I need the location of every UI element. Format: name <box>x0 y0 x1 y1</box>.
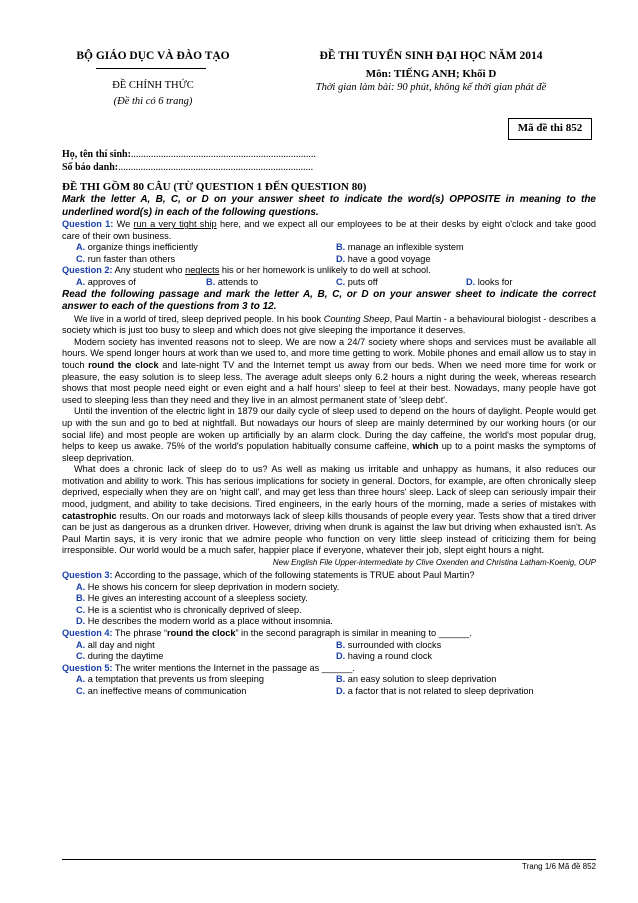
instruction-reading: Read the following passage and mark the letter A, B, C, or D on your answer sheet to indicate the correct answer to each of the questions from 3 to 12. <box>62 288 596 313</box>
question-text: here, and we expect all our employees to be at their desks by eight o'clock and take good care of their own business. <box>62 219 596 241</box>
exam-code-box: Mã đề thi 852 <box>508 118 592 140</box>
bold-word: catastrophic <box>62 510 117 521</box>
question-text: We <box>113 219 134 229</box>
question-1-options <box>62 242 596 265</box>
passage-paragraph-2: Modern society has invented reasons not to sleep. We are now a 24/7 society where shops and services must be available all hours. We spend longer hours at work than we used to, and more time getting to work. Mobile phones and email allow us to stay in touch round the clock and late-night TV and the Internet tempt us away from our beds. When we need more time for work or pleasure, the easy solution is to sleep less. The average adult sleeps only 6.2 hours a night during the week, whereas research shows that most people need eight or even eight and a half hours' sleep to feel at their best. Nowadays, many people have got used to sleeping less than they need and they live in an almost permanent state of 'sleep debt'. <box>62 336 597 405</box>
passage-paragraph-4: What does a chronic lack of sleep do to us? As well as making us irritable and unhappy as humans, it also reduces our motivation and ability to work. This has serious implications for society in general. Doctors, for example, are often chronically sleep deprived, especially when they are on 'night call', and may get less than three hours' sleep. Lack of sleep can seriously impair their mood, judgment, and ability to take decisions. Tired engineers, in the early hours of the morning, made a series of mistakes with catastrophic results. On our roads and motorways lack of sleep kills thousands of people every year. Tests show that a tired driver can be just as dangerous as a drunken driver. However, driving when drunk is against the law but driving when exhausted isn't. As Paul Martin says, it is very ironic that we admire people who function on very little sleep instead of criticizing them for being irresponsible. Our world would be a much safer, happier place if everyone, whatever their job, slept eight hours a night. <box>62 464 596 556</box>
question-4-options <box>62 640 596 663</box>
page-number: Trang 1/6 Mã đề 852 <box>522 862 596 871</box>
question-text: According to the passage, which of the following statements is TRUE about Paul Martin? <box>112 570 475 581</box>
option-c: C. puts off <box>336 276 378 287</box>
question-text: The phrase “ <box>112 628 168 638</box>
question-3-options <box>62 582 596 628</box>
exam-duration: Thời gian làm bài: 90 phút, không kể thời gian phát đề <box>315 82 547 93</box>
underlined-word: neglects <box>185 265 220 276</box>
official-label: ĐỀ CHÍNH THỨC <box>112 80 194 91</box>
option-a: A. a temptation that prevents us from sleeping <box>76 674 264 685</box>
question-text: Any student who <box>112 265 186 276</box>
option-d: D. He describes the modern world as a place without insomnia. <box>76 616 333 627</box>
option-c: C. an ineffective means of communication <box>76 685 247 696</box>
candidate-id-dots: .............................................................................. <box>118 162 314 173</box>
question-5 <box>62 663 596 675</box>
page-footer <box>62 859 596 871</box>
question-number: Question 3: <box>62 570 113 581</box>
option-c: C. during the daytime <box>76 651 164 662</box>
question-number: Question 2: <box>62 265 113 276</box>
page-count-note: (Đề thi có 6 trang) <box>113 96 193 107</box>
option-a: A. organize things inefficiently <box>76 242 198 253</box>
exam-title: ĐỀ THI TUYỂN SINH ĐẠI HỌC NĂM 2014 <box>319 50 543 62</box>
candidate-name-field <box>62 148 596 161</box>
exam-header <box>62 44 596 148</box>
option-d: D. a factor that is not related to sleep deprivation <box>336 685 534 696</box>
question-number: Question 5: <box>62 662 113 673</box>
candidate-name-label: Họ, tên thí sinh: <box>62 149 131 160</box>
question-text: ” in the second paragraph is similar in meaning to ______. <box>235 628 472 638</box>
candidate-name-dots: .......................................................................... <box>130 149 316 160</box>
option-b: B. He gives an interesting account of a sleepless society. <box>76 593 308 604</box>
option-a: A. approves of <box>76 276 136 287</box>
section-title: ĐỀ THI GỒM 80 CÂU (TỪ QUESTION 1 ĐẾN QUESTION 80) <box>62 181 367 193</box>
exam-page <box>62 44 596 698</box>
candidate-id-field <box>62 161 596 174</box>
question-3 <box>62 570 596 582</box>
bold-word: which <box>412 441 439 452</box>
option-b: B. attends to <box>206 276 259 287</box>
exam-subject: Môn: TIẾNG ANH; Khối D <box>365 68 497 80</box>
question-5-options <box>62 674 596 697</box>
source-book: New English File Upper-intermediate <box>272 558 403 568</box>
option-b: B. surrounded with clocks <box>336 639 442 650</box>
option-b: B. manage an inflexible system <box>336 242 464 253</box>
option-d: D. have a good voyage <box>336 253 431 264</box>
option-b: B. an easy solution to sleep deprivation <box>336 674 497 685</box>
bold-phrase: round the clock <box>167 628 236 638</box>
option-a: A. He shows his concern for sleep deprivation in modern society. <box>76 581 340 592</box>
passage-paragraph-3: Until the invention of the electric light in 1879 our daily cycle of sleep used to depend on the hours of daylight. People would get up with the sun and go to bed at nightfall. But nowadays our hours of sleep are mainly determined by our working hours (or our social life) and most people are woken up artificially by an alarm clock. During the day caffeine, the world's most popular drug, helps to keep us awake. 75% of the world's population habitually consume caffeine, which up to a point masks the symptoms of sleep deprivation. <box>62 406 596 463</box>
question-text: The writer mentions the Internet in the passage as ______. <box>112 662 355 673</box>
question-number: Question 1: <box>62 219 114 229</box>
passage-paragraph-1: We live in a world of tired, sleep deprived people. In his book Counting Sheep, Paul Martin - a behavioural biologist - describes a society which is just too busy to sleep and which does not give sleeping the importance it deserves. <box>62 313 596 336</box>
book-title: Counting Sheep <box>323 313 390 324</box>
question-2 <box>62 265 596 277</box>
passage-source <box>62 557 596 568</box>
question-1 <box>62 219 596 242</box>
source-authors: by Clive Oxenden and Christina Latham-Koenig, OUP <box>403 558 596 568</box>
bold-phrase: round the clock <box>88 359 159 370</box>
ministry-name: BỘ GIÁO DỤC VÀ ĐÀO TẠO <box>76 50 230 62</box>
candidate-id-label: Số báo danh: <box>62 162 119 173</box>
underlined-phrase: run a very tight ship <box>133 219 217 229</box>
ministry-underline <box>96 68 206 69</box>
option-a: A. all day and night <box>76 639 155 650</box>
option-d: D. looks for <box>466 276 513 287</box>
question-2-options <box>62 277 596 289</box>
option-c: C. run faster than others <box>76 253 176 264</box>
question-4 <box>62 628 596 640</box>
question-number: Question 4: <box>62 628 113 638</box>
question-text: his or her homework is unlikely to do well at school. <box>219 265 431 276</box>
option-c: C. He is a scientist who is chronically deprived of sleep. <box>76 604 302 615</box>
instruction-opposite: Mark the letter A, B, C, or D on your answer sheet to indicate the word(s) OPPOSITE in meaning to the underlined word(s) in each of the following questions. <box>62 194 596 218</box>
option-d: D. having a round clock <box>336 651 433 662</box>
